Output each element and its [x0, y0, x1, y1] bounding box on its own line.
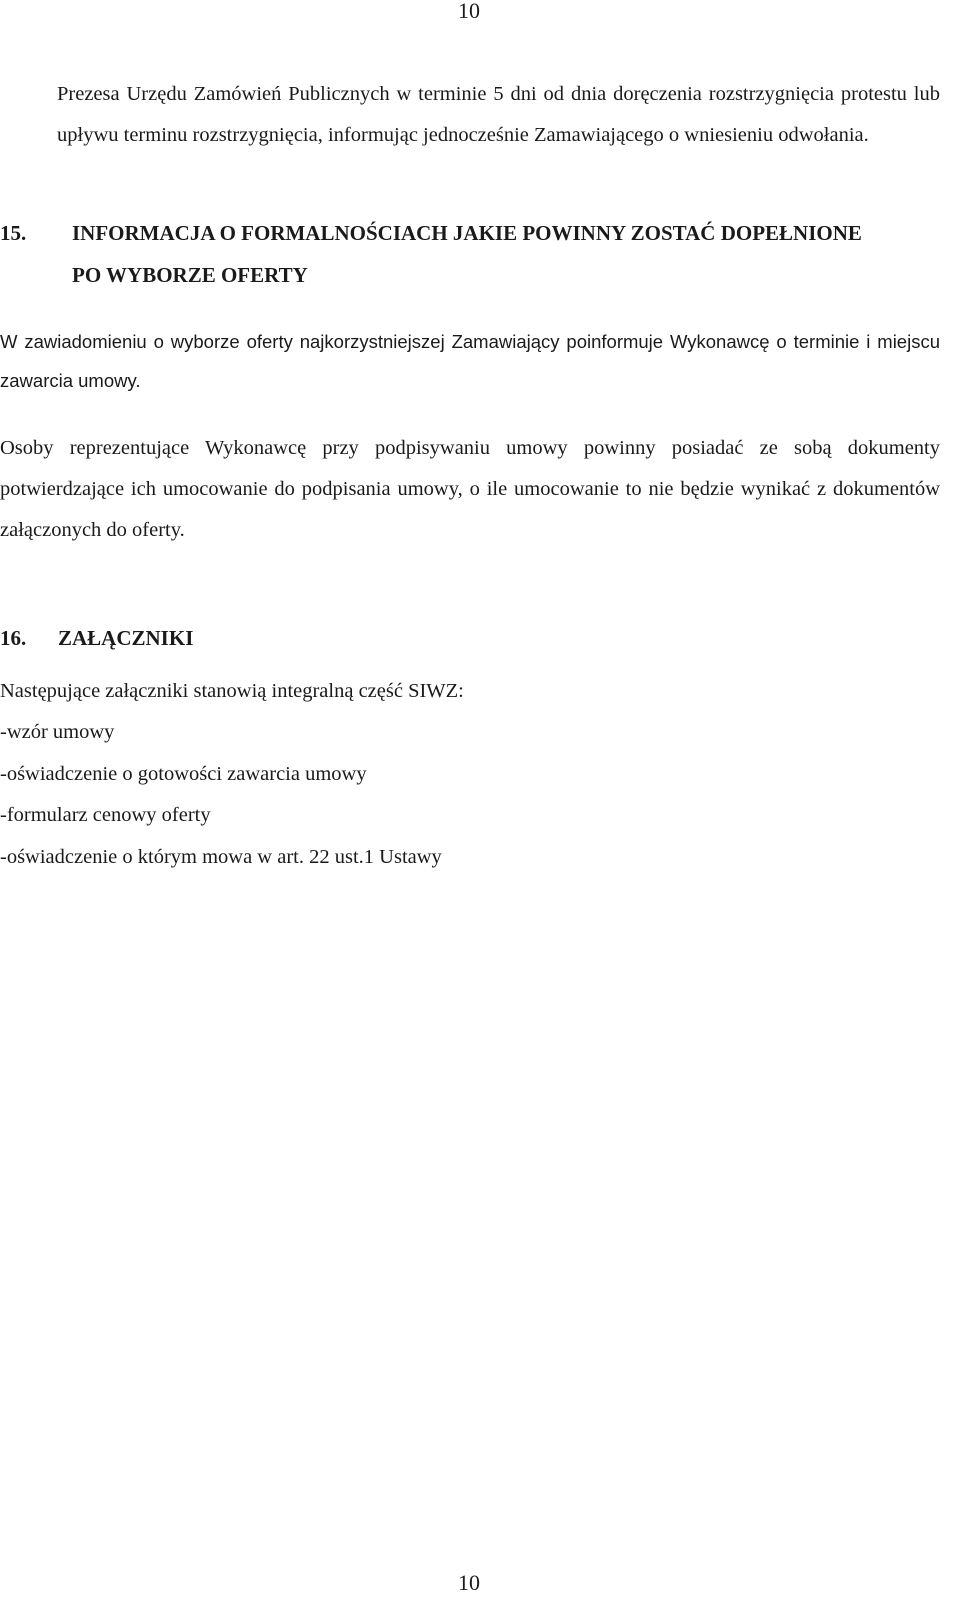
attachments-list	[0, 712, 940, 878]
page-number-top: 10	[458, 0, 480, 23]
intro-paragraph: Prezesa Urzędu Zamówień Publicznych w terminie 5 dni od dnia doręczenia rozstrzygnięcia protestu lub upływu terminu rozstrzygnięcia, informując jednocześnie Zamawiającego o wniesieniu odwołania.	[57, 83, 940, 146]
section-15-paragraph-representatives: Osoby reprezentujące Wykonawcę przy podpisywaniu umowy powinny posiadać ze sobą dokumenty potwierdzające ich umocowanie do podpisania umowy, o ile umocowanie to nie będzie wynikać z dokumentów załączonych do oferty.	[0, 437, 940, 541]
list-item: -oświadczenie o którym mowa w art. 22 ust.1 Ustawy	[0, 845, 442, 868]
section-16-title: ZAŁĄCZNIKI	[58, 626, 194, 650]
list-item: -oświadczenie o gotowości zawarcia umowy	[0, 762, 367, 785]
list-item: -wzór umowy	[0, 721, 115, 743]
section-15-paragraph-notification: W zawiadomieniu o wyborze oferty najkorzystniejszej Zamawiający poinformuje Wykonawcę o terminie i miejscu zawarcia umowy.	[0, 331, 940, 391]
section-15-number: 15.	[0, 221, 27, 245]
section-15-title: INFORMACJA O FORMALNOŚCIACH JAKIE POWINNY ZOSTAĆ DOPEŁNIONE PO WYBORZE OFERTY	[72, 221, 862, 287]
page-number-bottom: 10	[458, 1570, 480, 1595]
attachments-intro: Następujące załączniki stanowią integralną część SIWZ:	[0, 680, 464, 702]
list-item: -formularz cenowy oferty	[0, 804, 211, 826]
section-16-number: 16.	[0, 626, 27, 650]
